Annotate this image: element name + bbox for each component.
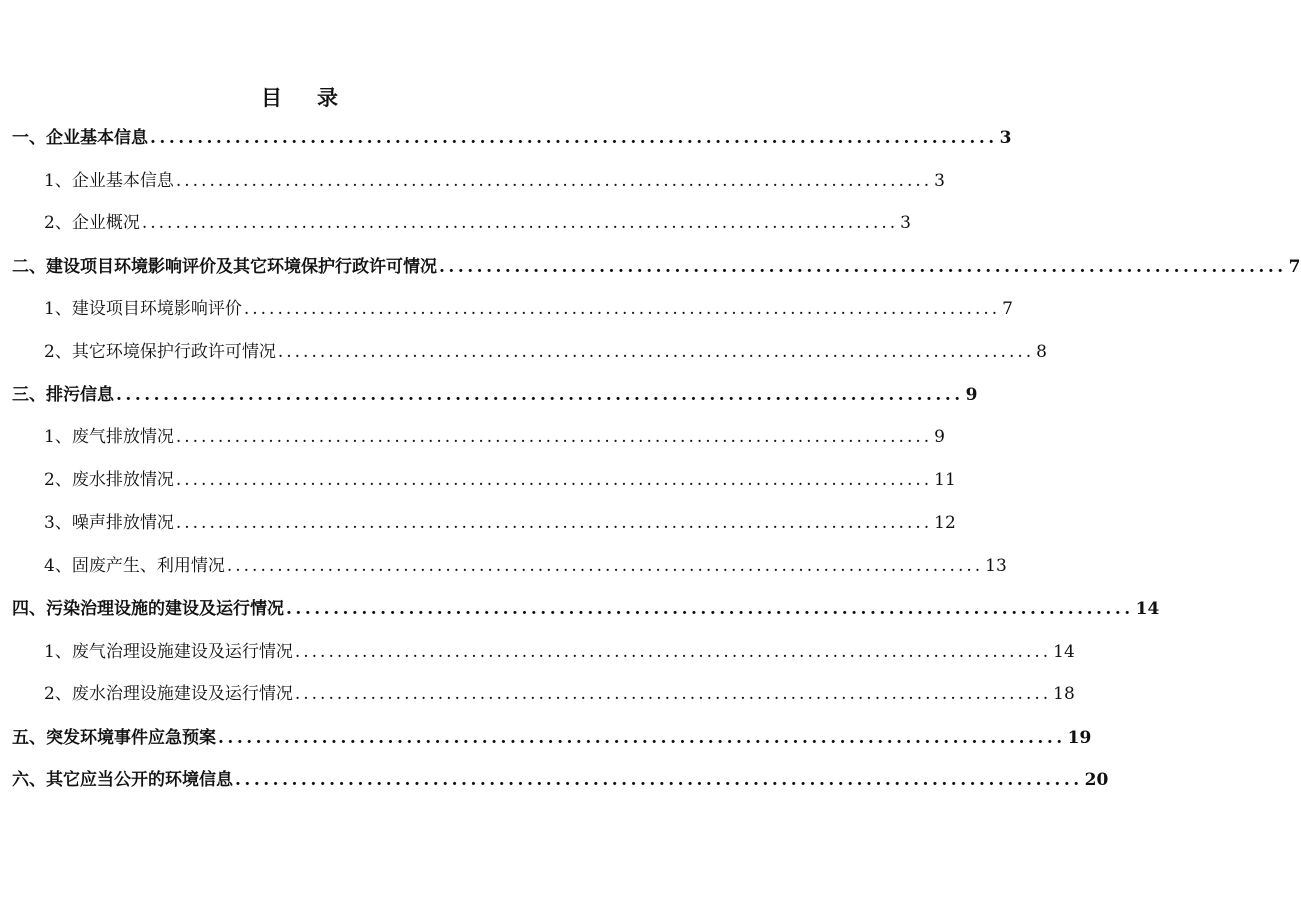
toc-title-char-2: 录 <box>317 85 339 110</box>
toc-entry-number: 六、 <box>12 770 46 790</box>
toc-entry-number: 4、 <box>44 556 72 576</box>
dot-leader: .......................................................................................... <box>439 257 1287 277</box>
toc-entry-4[interactable] <box>12 597 1160 621</box>
toc-entry-number: 1、 <box>44 427 72 447</box>
dot-leader: .......................................................................................... <box>294 684 1052 704</box>
toc-entry-number: 1、 <box>44 299 72 319</box>
toc-entry-2-1[interactable] <box>44 297 1013 321</box>
toc-entry-label: 建设项目环境影响评价及其它环境保护行政许可情况 <box>46 257 437 277</box>
toc-entry-2[interactable] <box>12 255 1301 279</box>
toc-entry-label: 企业基本信息 <box>46 128 148 148</box>
toc-entry-label: 废气排放情况 <box>71 427 174 447</box>
toc-entry-number: 二、 <box>12 257 46 277</box>
toc-entry-number: 五、 <box>12 728 46 748</box>
toc-entry-number: 1、 <box>44 171 72 191</box>
toc-entry-1[interactable] <box>12 126 1012 150</box>
toc-entry-3-3[interactable] <box>44 511 956 535</box>
toc-entry-number: 1、 <box>44 642 72 662</box>
toc-entry-label: 企业概况 <box>71 213 140 233</box>
toc-entry-4-2[interactable] <box>44 682 1075 706</box>
toc-entry-page: 14 <box>1053 642 1075 662</box>
toc-entry-4-1[interactable] <box>44 640 1075 664</box>
toc-entry-label: 排污信息 <box>46 385 114 405</box>
toc-entry-6[interactable] <box>12 768 1109 792</box>
toc-entry-number: 2、 <box>44 684 72 704</box>
toc-entry-2-2[interactable] <box>44 340 1047 364</box>
toc-entry-number: 三、 <box>12 385 46 405</box>
toc-entry-3[interactable] <box>12 383 978 407</box>
toc-entry-3-4[interactable] <box>44 554 1007 578</box>
toc-entry-1-2[interactable] <box>44 211 911 235</box>
toc-entry-number: 2、 <box>44 342 72 362</box>
toc-entry-label: 建设项目环境影响评价 <box>71 299 242 319</box>
toc-title-char-1: 目 <box>261 85 283 110</box>
toc-entry-3-2[interactable] <box>44 468 956 492</box>
toc-entry-page: 7 <box>1288 257 1301 277</box>
toc-entry-label: 噪声排放情况 <box>71 513 174 533</box>
toc-entry-number: 一、 <box>12 128 46 148</box>
toc-entry-page: 8 <box>1036 342 1047 362</box>
toc-entry-page: 3 <box>999 128 1012 148</box>
dot-leader: .......................................................................................... <box>286 599 1134 619</box>
dot-leader: .......................................................................................... <box>175 171 933 191</box>
toc-entry-page: 12 <box>934 513 956 533</box>
toc-entry-number: 3、 <box>44 513 72 533</box>
toc-entry-number: 2、 <box>44 470 72 490</box>
toc-entry-label: 废水治理设施建设及运行情况 <box>71 684 293 704</box>
toc-entry-page: 3 <box>934 171 945 191</box>
toc-entry-label: 污染治理设施的建设及运行情况 <box>46 599 284 619</box>
dot-leader: .......................................................................................... <box>175 427 933 447</box>
toc-entry-page: 7 <box>1002 299 1013 319</box>
toc-entry-number: 2、 <box>44 213 72 233</box>
toc-title <box>0 82 600 112</box>
toc-entry-3-1[interactable] <box>44 425 945 449</box>
toc-entry-label: 废水排放情况 <box>71 470 174 490</box>
toc-entry-label: 固废产生、利用情况 <box>71 556 225 576</box>
toc-entry-page: 9 <box>934 427 945 447</box>
toc-entry-page: 19 <box>1067 728 1092 748</box>
dot-leader: .......................................................................................... <box>277 342 1035 362</box>
dot-leader: .......................................................................................... <box>218 728 1066 748</box>
toc-entry-page: 14 <box>1135 599 1160 619</box>
dot-leader: .......................................................................................... <box>116 385 964 405</box>
dot-leader: .......................................................................................... <box>141 213 899 233</box>
toc-entry-page: 18 <box>1053 684 1075 704</box>
dot-leader: .......................................................................................... <box>175 513 933 533</box>
toc-entry-label: 其它应当公开的环境信息 <box>46 770 233 790</box>
toc-entry-label: 企业基本信息 <box>71 171 174 191</box>
toc-entry-5[interactable] <box>12 726 1092 750</box>
dot-leader: .......................................................................................... <box>226 556 984 576</box>
dot-leader: .......................................................................................... <box>150 128 998 148</box>
dot-leader: .......................................................................................... <box>235 770 1083 790</box>
toc-entry-page: 20 <box>1084 770 1109 790</box>
dot-leader: .......................................................................................... <box>294 642 1052 662</box>
toc-entry-label: 废气治理设施建设及运行情况 <box>71 642 293 662</box>
toc-entry-1-1[interactable] <box>44 169 945 193</box>
toc-entry-page: 13 <box>985 556 1007 576</box>
toc-entry-page: 11 <box>934 470 956 490</box>
toc-entry-label: 其它环境保护行政许可情况 <box>71 342 276 362</box>
toc-entry-label: 突发环境事件应急预案 <box>46 728 216 748</box>
toc-entry-page: 9 <box>965 385 978 405</box>
dot-leader: .......................................................................................... <box>175 470 933 490</box>
toc-entry-number: 四、 <box>12 599 46 619</box>
dot-leader: .......................................................................................... <box>243 299 1001 319</box>
toc-entry-page: 3 <box>900 213 911 233</box>
